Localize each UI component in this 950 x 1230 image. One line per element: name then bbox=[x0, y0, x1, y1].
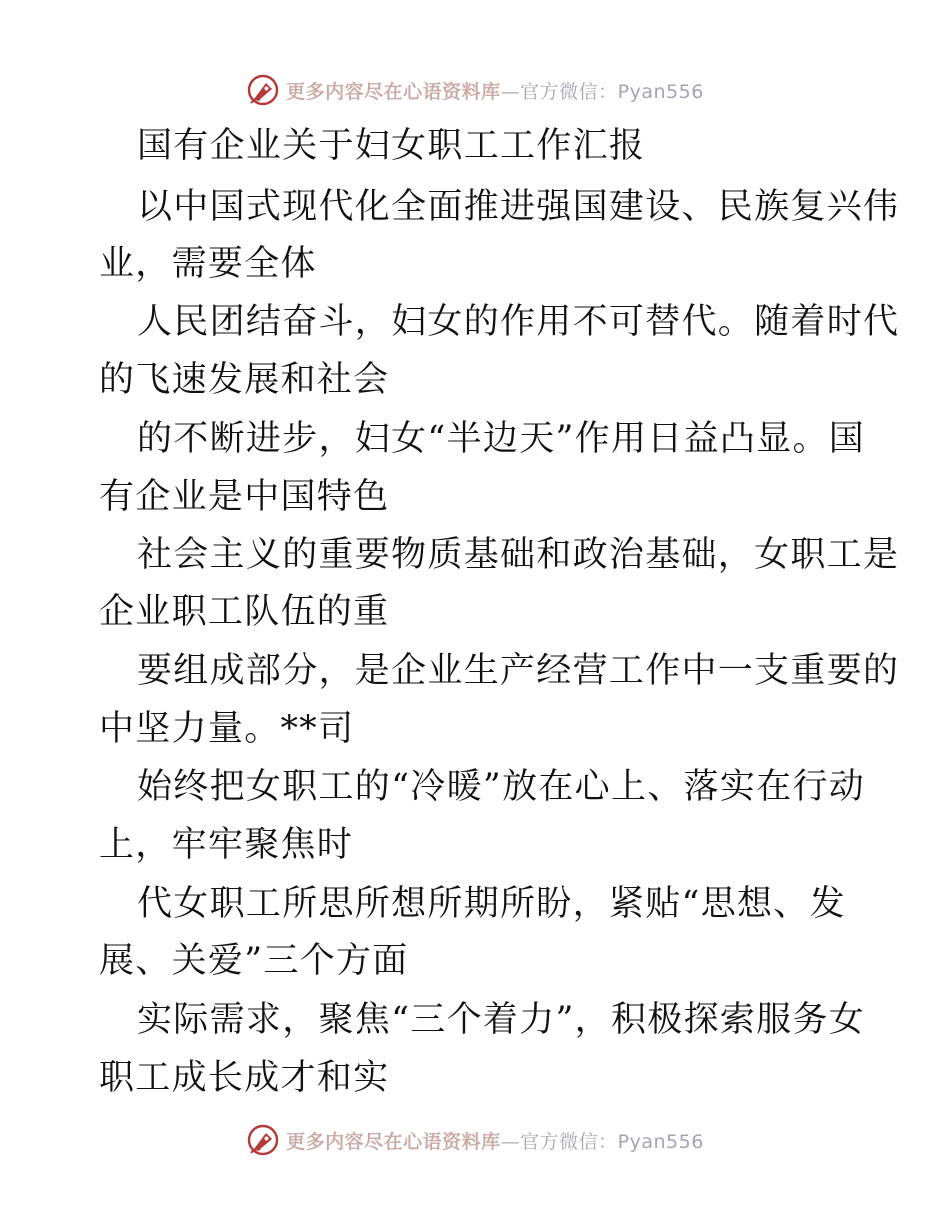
watermark-text bbox=[286, 77, 704, 104]
text-line: 社会主义的重要物质基础和政治基础，女职工是 bbox=[137, 535, 900, 575]
watermark-dash: — bbox=[500, 80, 521, 103]
text-line: 企业职工队伍的重 bbox=[99, 592, 390, 632]
pen-nib-logo-icon bbox=[246, 1123, 280, 1157]
text-line: 实际需求，聚焦“三个着力”，积极探索服务女 bbox=[137, 1000, 866, 1040]
footer-watermark bbox=[0, 1120, 950, 1160]
text-line: 要组成部分，是企业生产经营工作中一支重要的 bbox=[137, 651, 900, 691]
header-watermark bbox=[0, 70, 950, 110]
text-line: 的飞速发展和社会 bbox=[99, 360, 390, 400]
text-line: 业，需要全体 bbox=[99, 244, 317, 284]
text-line: 以中国式现代化全面推进强国建设、民族复兴伟 bbox=[137, 187, 900, 227]
text-line: 中坚力量。**司 bbox=[99, 709, 355, 749]
text-line: 始终把女职工的“冷暖”放在心上、落实在行动 bbox=[137, 767, 866, 807]
watermark-text bbox=[286, 1127, 704, 1154]
text-line: 有企业是中国特色 bbox=[99, 477, 390, 517]
watermark-contact-text: 官方微信：Pyan556 bbox=[520, 1130, 704, 1153]
pen-nib-logo-icon bbox=[246, 73, 280, 107]
watermark-contact-text: 官方微信：Pyan556 bbox=[520, 80, 704, 103]
text-line: 人民团结奋斗，妇女的作用不可替代。随着时代 bbox=[137, 302, 900, 342]
text-line: 职工成长成才和实 bbox=[99, 1058, 390, 1098]
document-title: 国有企业关于妇女职工工作汇报 bbox=[137, 126, 646, 166]
watermark-site-text: 更多内容尽在心语资料库 bbox=[286, 1130, 501, 1153]
text-line: 的不断进步，妇女“半边天”作用日益凸显。国 bbox=[137, 419, 866, 459]
text-line: 展、关爱”三个方面 bbox=[99, 941, 409, 981]
text-line: 代女职工所思所想所期所盼，紧贴“思想、发 bbox=[137, 884, 846, 924]
text-line: 上，牢牢聚焦时 bbox=[99, 825, 354, 865]
watermark-site-text: 更多内容尽在心语资料库 bbox=[286, 80, 501, 103]
watermark-dash: — bbox=[500, 1130, 521, 1153]
